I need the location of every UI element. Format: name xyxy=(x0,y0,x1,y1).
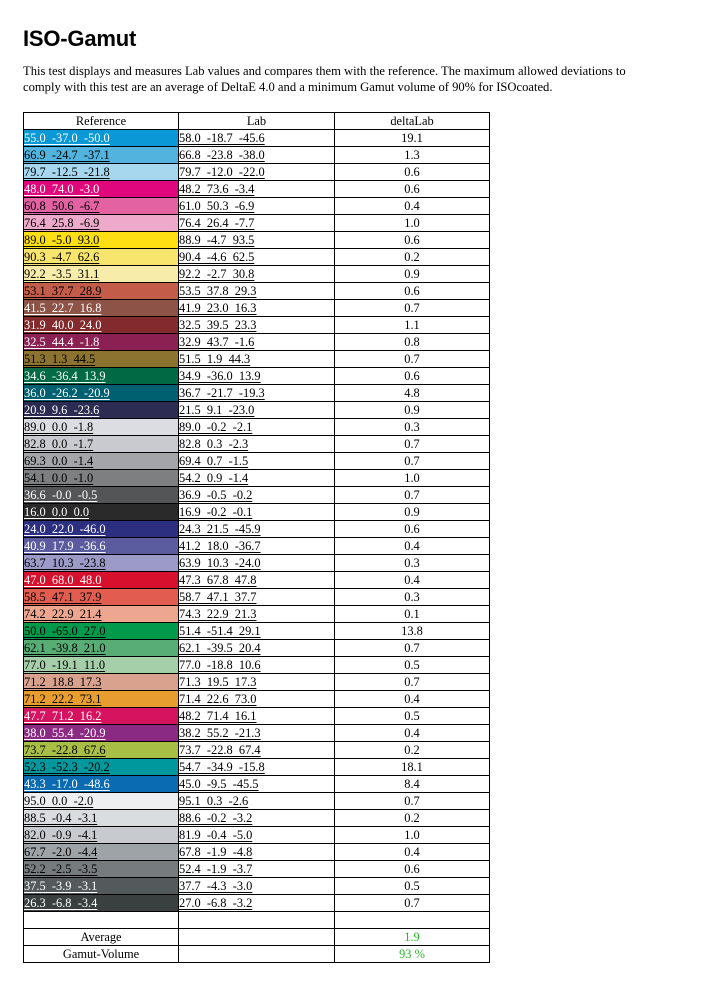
lab-value-cell xyxy=(179,776,335,793)
reference-swatch-cell xyxy=(24,606,179,623)
table-row xyxy=(24,198,490,215)
table-row xyxy=(24,827,490,844)
reference-swatch-cell xyxy=(24,708,179,725)
deltalab-value: 1.0 xyxy=(335,215,490,232)
table-body xyxy=(24,130,490,912)
lab-value-cell xyxy=(179,606,335,623)
reference-value: 55.0 -37.0 -50.0 xyxy=(24,130,110,145)
lab-value-cell xyxy=(179,878,335,895)
reference-value: 43.3 -17.0 -48.6 xyxy=(24,776,110,791)
lab-value-cell xyxy=(179,742,335,759)
deltalab-value: 0.5 xyxy=(335,657,490,674)
reference-swatch-cell xyxy=(24,640,179,657)
lab-value: 76.4 26.4 -7.7 xyxy=(179,215,255,230)
header-lab: Lab xyxy=(179,113,335,130)
reference-swatch-cell xyxy=(24,589,179,606)
deltalab-value: 18.1 xyxy=(335,759,490,776)
reference-swatch-cell xyxy=(24,555,179,572)
deltalab-value: 0.6 xyxy=(335,368,490,385)
reference-swatch-cell xyxy=(24,402,179,419)
reference-value: 88.5 -0.4 -3.1 xyxy=(24,810,98,825)
table-row xyxy=(24,147,490,164)
lab-value: 54.7 -34.9 -15.8 xyxy=(179,759,265,774)
lab-value-cell xyxy=(179,623,335,640)
lab-value: 36.9 -0.5 -0.2 xyxy=(179,487,253,502)
reference-swatch-cell xyxy=(24,419,179,436)
lab-value-cell xyxy=(179,164,335,181)
reference-swatch-cell xyxy=(24,249,179,266)
reference-swatch-cell xyxy=(24,742,179,759)
table-row xyxy=(24,691,490,708)
reference-swatch-cell xyxy=(24,691,179,708)
spacer-cell xyxy=(335,912,490,929)
table-row xyxy=(24,776,490,793)
table-row xyxy=(24,283,490,300)
reference-value: 71.2 18.8 17.3 xyxy=(24,674,102,689)
reference-value: 67.7 -2.0 -4.4 xyxy=(24,844,98,859)
deltalab-value: 0.6 xyxy=(335,521,490,538)
reference-value: 31.9 40.0 24.0 xyxy=(24,317,102,332)
reference-swatch-cell xyxy=(24,130,179,147)
reference-swatch-cell xyxy=(24,844,179,861)
lab-value: 89.0 -0.2 -2.1 xyxy=(179,419,253,434)
deltalab-value: 0.2 xyxy=(335,742,490,759)
lab-value: 38.2 55.2 -21.3 xyxy=(179,725,261,740)
table-row xyxy=(24,844,490,861)
table-row xyxy=(24,181,490,198)
table-row xyxy=(24,572,490,589)
reference-value: 36.0 -26.2 -20.9 xyxy=(24,385,110,400)
table-row xyxy=(24,759,490,776)
lab-value-cell xyxy=(179,300,335,317)
lab-value: 61.0 50.3 -6.9 xyxy=(179,198,255,213)
reference-swatch-cell xyxy=(24,266,179,283)
table-row xyxy=(24,793,490,810)
table-row xyxy=(24,589,490,606)
deltalab-value: 1.0 xyxy=(335,827,490,844)
lab-value: 27.0 -6.8 -3.2 xyxy=(179,895,253,910)
deltalab-value: 0.4 xyxy=(335,691,490,708)
gamut-table xyxy=(23,112,490,963)
lab-value: 62.1 -39.5 20.4 xyxy=(179,640,261,655)
lab-value-cell xyxy=(179,181,335,198)
reference-value: 74.2 22.9 21.4 xyxy=(24,606,102,621)
reference-swatch-cell xyxy=(24,572,179,589)
table-row xyxy=(24,657,490,674)
lab-value: 88.6 -0.2 -3.2 xyxy=(179,810,253,825)
reference-value: 58.5 47.1 37.9 xyxy=(24,589,102,604)
table-row xyxy=(24,878,490,895)
deltalab-value: 0.2 xyxy=(335,810,490,827)
header-reference: Reference xyxy=(24,113,179,130)
deltalab-value: 0.1 xyxy=(335,606,490,623)
reference-value: 34.6 -36.4 13.9 xyxy=(24,368,106,383)
deltalab-value: 0.9 xyxy=(335,266,490,283)
deltalab-value: 0.5 xyxy=(335,878,490,895)
average-row xyxy=(24,929,490,946)
lab-value-cell xyxy=(179,589,335,606)
reference-swatch-cell xyxy=(24,827,179,844)
lab-value-cell xyxy=(179,759,335,776)
deltalab-value: 0.2 xyxy=(335,249,490,266)
lab-value: 71.4 22.6 73.0 xyxy=(179,691,257,706)
lab-value-cell xyxy=(179,538,335,555)
lab-value: 73.7 -22.8 67.4 xyxy=(179,742,261,757)
deltalab-value: 19.1 xyxy=(335,130,490,147)
deltalab-value: 0.3 xyxy=(335,589,490,606)
reference-value: 89.0 -5.0 93.0 xyxy=(24,232,100,247)
lab-value-cell xyxy=(179,130,335,147)
page-title: ISO-Gamut xyxy=(23,26,137,51)
reference-value: 20.9 9.6 -23.6 xyxy=(24,402,100,417)
reference-value: 47.0 68.0 48.0 xyxy=(24,572,102,587)
lab-value-cell xyxy=(179,691,335,708)
table-row xyxy=(24,436,490,453)
lab-value: 77.0 -18.8 10.6 xyxy=(179,657,261,672)
header-deltalab: deltaLab xyxy=(335,113,490,130)
deltalab-value: 0.7 xyxy=(335,487,490,504)
reference-value: 92.2 -3.5 31.1 xyxy=(24,266,100,281)
lab-value-cell xyxy=(179,572,335,589)
table-row xyxy=(24,164,490,181)
lab-value-cell xyxy=(179,419,335,436)
deltalab-value: 0.4 xyxy=(335,725,490,742)
reference-value: 82.8 0.0 -1.7 xyxy=(24,436,94,451)
deltalab-value: 13.8 xyxy=(335,623,490,640)
table-row xyxy=(24,861,490,878)
reference-swatch-cell xyxy=(24,300,179,317)
reference-swatch-cell xyxy=(24,895,179,912)
deltalab-value: 0.7 xyxy=(335,793,490,810)
reference-value: 73.7 -22.8 67.6 xyxy=(24,742,106,757)
lab-value: 82.8 0.3 -2.3 xyxy=(179,436,249,451)
table-row xyxy=(24,487,490,504)
deltalab-value: 0.4 xyxy=(335,198,490,215)
table-row xyxy=(24,266,490,283)
reference-swatch-cell xyxy=(24,283,179,300)
lab-value: 32.5 39.5 23.3 xyxy=(179,317,257,332)
deltalab-value: 0.7 xyxy=(335,351,490,368)
table-row xyxy=(24,521,490,538)
reference-swatch-cell xyxy=(24,759,179,776)
reference-value: 95.0 0.0 -2.0 xyxy=(24,793,94,808)
lab-value-cell xyxy=(179,895,335,912)
deltalab-value: 0.4 xyxy=(335,844,490,861)
reference-value: 47.7 71.2 16.2 xyxy=(24,708,102,723)
spacer-cell xyxy=(24,912,179,929)
reference-value: 52.2 -2.5 -3.5 xyxy=(24,861,98,876)
reference-swatch-cell xyxy=(24,181,179,198)
table-row xyxy=(24,402,490,419)
reference-swatch-cell xyxy=(24,470,179,487)
deltalab-value: 0.9 xyxy=(335,402,490,419)
spacer-cell xyxy=(179,912,335,929)
reference-value: 82.0 -0.9 -4.1 xyxy=(24,827,98,842)
deltalab-value: 0.8 xyxy=(335,334,490,351)
lab-value: 92.2 -2.7 30.8 xyxy=(179,266,255,281)
reference-swatch-cell xyxy=(24,725,179,742)
reference-swatch-cell xyxy=(24,317,179,334)
lab-value: 52.4 -1.9 -3.7 xyxy=(179,861,253,876)
deltalab-value: 0.6 xyxy=(335,861,490,878)
deltalab-value: 0.7 xyxy=(335,640,490,657)
deltalab-value: 0.4 xyxy=(335,572,490,589)
reference-value: 41.5 22.7 16.8 xyxy=(24,300,102,315)
average-value: 1.9 xyxy=(335,929,490,946)
deltalab-value: 8.4 xyxy=(335,776,490,793)
lab-value-cell xyxy=(179,266,335,283)
lab-value-cell xyxy=(179,827,335,844)
lab-value: 16.9 -0.2 -0.1 xyxy=(179,504,253,519)
lab-value-cell xyxy=(179,725,335,742)
reference-value: 79.7 -12.5 -21.8 xyxy=(24,164,110,179)
reference-swatch-cell xyxy=(24,334,179,351)
reference-swatch-cell xyxy=(24,385,179,402)
table-row xyxy=(24,130,490,147)
reference-value: 48.0 74.0 -3.0 xyxy=(24,181,100,196)
lab-value-cell xyxy=(179,198,335,215)
lab-value-cell xyxy=(179,232,335,249)
deltalab-value: 1.3 xyxy=(335,147,490,164)
lab-value: 47.3 67.8 47.8 xyxy=(179,572,257,587)
lab-value: 88.9 -4.7 93.5 xyxy=(179,232,255,247)
reference-value: 53.1 37.7 28.9 xyxy=(24,283,102,298)
reference-swatch-cell xyxy=(24,504,179,521)
lab-value: 36.7 -21.7 -19.3 xyxy=(179,385,265,400)
gamut-volume-label: Gamut-Volume xyxy=(24,946,179,963)
lab-value-cell xyxy=(179,470,335,487)
lab-value: 95.1 0.3 -2.6 xyxy=(179,793,249,808)
reference-swatch-cell xyxy=(24,232,179,249)
lab-value: 71.3 19.5 17.3 xyxy=(179,674,257,689)
reference-swatch-cell xyxy=(24,368,179,385)
reference-swatch-cell xyxy=(24,436,179,453)
table-row xyxy=(24,504,490,521)
table-row xyxy=(24,453,490,470)
reference-swatch-cell xyxy=(24,878,179,895)
deltalab-value: 0.3 xyxy=(335,555,490,572)
deltalab-value: 0.7 xyxy=(335,895,490,912)
lab-value-cell xyxy=(179,385,335,402)
average-label: Average xyxy=(24,929,179,946)
deltalab-value: 0.7 xyxy=(335,300,490,317)
reference-value: 66.9 -24.7 -37.1 xyxy=(24,147,110,162)
table-row xyxy=(24,810,490,827)
table-row xyxy=(24,334,490,351)
gamut-volume-row xyxy=(24,946,490,963)
lab-value: 66.8 -23.8 -38.0 xyxy=(179,147,265,162)
lab-value: 34.9 -36.0 13.9 xyxy=(179,368,261,383)
deltalab-value: 0.6 xyxy=(335,232,490,249)
reference-value: 40.9 17.9 -36.6 xyxy=(24,538,106,553)
table-row xyxy=(24,232,490,249)
lab-value: 37.7 -4.3 -3.0 xyxy=(179,878,253,893)
reference-value: 38.0 55.4 -20.9 xyxy=(24,725,106,740)
reference-value: 51.3 1.3 44.5 xyxy=(24,351,96,366)
lab-value-cell xyxy=(179,283,335,300)
lab-value-cell xyxy=(179,810,335,827)
table-row xyxy=(24,606,490,623)
lab-value: 69.4 0.7 -1.5 xyxy=(179,453,249,468)
lab-value-cell xyxy=(179,793,335,810)
lab-value: 24.3 21.5 -45.9 xyxy=(179,521,261,536)
lab-value-cell xyxy=(179,249,335,266)
lab-value: 67.8 -1.9 -4.8 xyxy=(179,844,253,859)
lab-value-cell xyxy=(179,215,335,232)
lab-value: 48.2 73.6 -3.4 xyxy=(179,181,255,196)
deltalab-value: 0.7 xyxy=(335,453,490,470)
deltalab-value: 0.6 xyxy=(335,181,490,198)
lab-value-cell xyxy=(179,487,335,504)
reference-value: 63.7 10.3 -23.8 xyxy=(24,555,106,570)
deltalab-value: 0.3 xyxy=(335,419,490,436)
average-empty-cell xyxy=(179,929,335,946)
test-description: This test displays and measures Lab values and compares them with the reference. The maximum allowed deviations to comply with this test are an average of DeltaE 4.0 and a minimum Gamut volume of 90% for ISOcoated. xyxy=(23,64,626,94)
reference-swatch-cell xyxy=(24,674,179,691)
reference-value: 54.1 0.0 -1.0 xyxy=(24,470,94,485)
table-header-row xyxy=(24,113,490,130)
lab-value: 58.0 -18.7 -45.6 xyxy=(179,130,265,145)
reference-swatch-cell xyxy=(24,487,179,504)
reference-swatch-cell xyxy=(24,164,179,181)
table-row xyxy=(24,419,490,436)
deltalab-value: 0.5 xyxy=(335,708,490,725)
lab-value-cell xyxy=(179,453,335,470)
lab-value: 45.0 -9.5 -45.5 xyxy=(179,776,259,791)
reference-swatch-cell xyxy=(24,147,179,164)
lab-value-cell xyxy=(179,504,335,521)
table-row xyxy=(24,742,490,759)
lab-value-cell xyxy=(179,334,335,351)
lab-value: 63.9 10.3 -24.0 xyxy=(179,555,261,570)
reference-value: 24.0 22.0 -46.0 xyxy=(24,521,106,536)
lab-value-cell xyxy=(179,351,335,368)
deltalab-value: 1.1 xyxy=(335,317,490,334)
table-row xyxy=(24,674,490,691)
reference-value: 16.0 0.0 0.0 xyxy=(24,504,90,519)
table-row xyxy=(24,470,490,487)
lab-value-cell xyxy=(179,674,335,691)
lab-value-cell xyxy=(179,708,335,725)
table-row xyxy=(24,351,490,368)
reference-value: 52.3 -52.3 -20.2 xyxy=(24,759,110,774)
table-row xyxy=(24,300,490,317)
deltalab-value: 0.7 xyxy=(335,674,490,691)
lab-value-cell xyxy=(179,555,335,572)
reference-swatch-cell xyxy=(24,810,179,827)
spacer-row xyxy=(24,912,490,929)
reference-value: 26.3 -6.8 -3.4 xyxy=(24,895,98,910)
lab-value: 48.2 71.4 16.1 xyxy=(179,708,257,723)
deltalab-value: 1.0 xyxy=(335,470,490,487)
lab-value: 90.4 -4.6 62.5 xyxy=(179,249,255,264)
reference-value: 36.6 -0.0 -0.5 xyxy=(24,487,98,502)
lab-value-cell xyxy=(179,657,335,674)
gamut-volume-value: 93 % xyxy=(335,946,490,963)
lab-value: 51.4 -51.4 29.1 xyxy=(179,623,261,638)
reference-swatch-cell xyxy=(24,453,179,470)
reference-value: 69.3 0.0 -1.4 xyxy=(24,453,94,468)
table-row xyxy=(24,623,490,640)
lab-value: 21.5 9.1 -23.0 xyxy=(179,402,255,417)
reference-value: 37.5 -3.9 -3.1 xyxy=(24,878,98,893)
deltalab-value: 0.4 xyxy=(335,538,490,555)
deltalab-value: 4.8 xyxy=(335,385,490,402)
lab-value-cell xyxy=(179,436,335,453)
reference-value: 60.8 50.6 -6.7 xyxy=(24,198,100,213)
table-row xyxy=(24,385,490,402)
reference-swatch-cell xyxy=(24,776,179,793)
lab-value: 58.7 47.1 37.7 xyxy=(179,589,257,604)
deltalab-value: 0.6 xyxy=(335,283,490,300)
table-row xyxy=(24,249,490,266)
table-row xyxy=(24,640,490,657)
table-row xyxy=(24,725,490,742)
reference-swatch-cell xyxy=(24,793,179,810)
reference-swatch-cell xyxy=(24,861,179,878)
lab-value-cell xyxy=(179,368,335,385)
table-row xyxy=(24,368,490,385)
deltalab-value: 0.9 xyxy=(335,504,490,521)
reference-value: 90.3 -4.7 62.6 xyxy=(24,249,100,264)
lab-value: 53.5 37.8 29.3 xyxy=(179,283,257,298)
lab-value: 79.7 -12.0 -22.0 xyxy=(179,164,265,179)
reference-value: 89.0 0.0 -1.8 xyxy=(24,419,94,434)
reference-value: 32.5 44.4 -1.8 xyxy=(24,334,100,349)
reference-value: 62.1 -39.8 21.0 xyxy=(24,640,106,655)
lab-value-cell xyxy=(179,861,335,878)
reference-swatch-cell xyxy=(24,623,179,640)
table-row xyxy=(24,215,490,232)
lab-value-cell xyxy=(179,844,335,861)
reference-value: 77.0 -19.1 11.0 xyxy=(24,657,106,672)
lab-value: 81.9 -0.4 -5.0 xyxy=(179,827,253,842)
deltalab-value: 0.6 xyxy=(335,164,490,181)
reference-swatch-cell xyxy=(24,351,179,368)
reference-value: 50.0 -65.0 27.0 xyxy=(24,623,106,638)
table-row xyxy=(24,555,490,572)
lab-value: 41.2 18.0 -36.7 xyxy=(179,538,261,553)
deltalab-value: 0.7 xyxy=(335,436,490,453)
reference-value: 71.2 22.2 73.1 xyxy=(24,691,102,706)
table-row xyxy=(24,895,490,912)
lab-value-cell xyxy=(179,402,335,419)
lab-value-cell xyxy=(179,147,335,164)
reference-swatch-cell xyxy=(24,657,179,674)
gamut-volume-empty-cell xyxy=(179,946,335,963)
lab-value: 41.9 23.0 16.3 xyxy=(179,300,257,315)
lab-value-cell xyxy=(179,317,335,334)
lab-value-cell xyxy=(179,640,335,657)
reference-swatch-cell xyxy=(24,215,179,232)
lab-value: 74.3 22.9 21.3 xyxy=(179,606,257,621)
lab-value-cell xyxy=(179,521,335,538)
reference-value: 76.4 25.8 -6.9 xyxy=(24,215,100,230)
lab-value: 54.2 0.9 -1.4 xyxy=(179,470,249,485)
table-row xyxy=(24,317,490,334)
table-row xyxy=(24,708,490,725)
reference-swatch-cell xyxy=(24,521,179,538)
table-row xyxy=(24,538,490,555)
lab-value: 32.9 43.7 -1.6 xyxy=(179,334,255,349)
reference-swatch-cell xyxy=(24,198,179,215)
lab-value: 51.5 1.9 44.3 xyxy=(179,351,251,366)
reference-swatch-cell xyxy=(24,538,179,555)
